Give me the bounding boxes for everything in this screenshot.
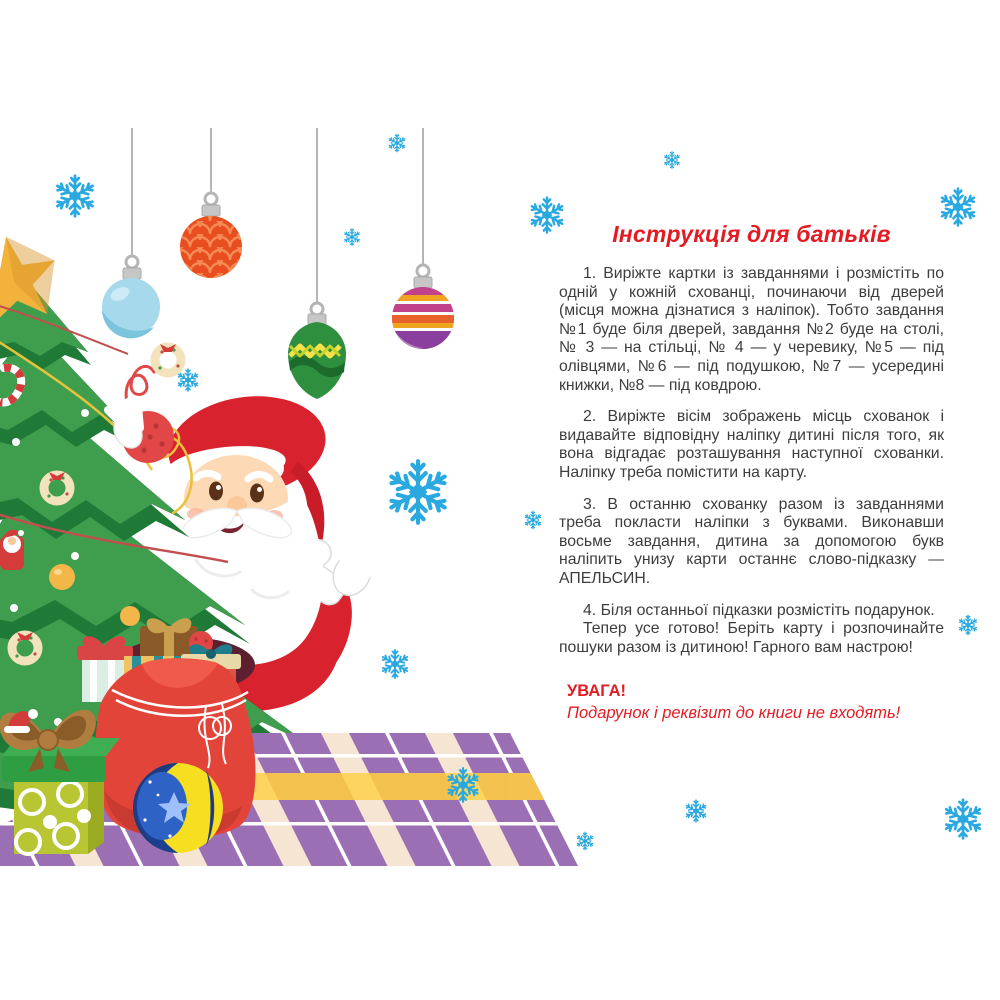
snowflake-icon: [524, 511, 541, 529]
snowflake-icon: [344, 229, 361, 246]
ornament-orange-ball: [180, 193, 242, 278]
snowflake-icon: [387, 461, 448, 523]
instruction-paragraph-4: 4. Біля останньої підказки розмістіть подарунок.: [583, 601, 935, 619]
snowflake-icon: [958, 615, 977, 634]
instruction-paragraph-3: 3. В останню схованку разом із завданнями треба покласти наліпки з буквами. Виконавши восьме завдання, дитина за допомогою букв наліпить унизу карти останнє слово-підказку — АПЕЛЬСИН.: [559, 495, 944, 587]
instructions-panel: [559, 221, 944, 723]
toy-ball: [133, 763, 223, 853]
page-title: Інструкція для батьків: [612, 221, 891, 247]
snowflake-icon: [388, 134, 405, 152]
snowflake-icon: [381, 650, 409, 678]
snowflake-icon: [685, 800, 707, 822]
ornament-blue-ball: [102, 256, 160, 338]
ornament-striped-ball: [390, 265, 456, 355]
ornament-green-drop: [288, 303, 346, 399]
snowflake-icon: [55, 176, 95, 216]
warning-heading: УВАГА!: [567, 682, 626, 701]
warning-block: [559, 682, 944, 723]
snowflake-icon: [576, 832, 593, 850]
wreath-ornament: [155, 344, 181, 373]
warning-text: Подарунок і реквізит до книги не входять!: [567, 704, 901, 723]
snowflake-icon: [944, 800, 982, 839]
instruction-paragraph-2: 2. Виріжте вісім зображень місць схованок і видавайте відповідну наліпку дитині після того, як вона відгадає розташування наступної схованки. Наліпку треба помістити на карту.: [559, 408, 944, 481]
snowflake-icon: [940, 189, 977, 226]
instruction-paragraph-4-continued: Тепер усе готово! Беріть карту і розпочинайте пошуки разом із дитиною! Гарного вам настрою!: [559, 620, 944, 656]
snowflake-icon: [664, 152, 681, 169]
instruction-paragraph-1: 1. Виріжте картки із завданнями і розмістіть по одній у кожній схованці, починаючи від дверей (місця можна дізнатися з наліпок). Тобто завдання №1 буде біля дверей, завдання №2 буде на столі, № 3 — на стільці, № 4 — у черевику, №5 — під олівцями, №6 — під подушкою, №7 — усередині книжки, №8 — під ковдрою.: [559, 265, 944, 394]
